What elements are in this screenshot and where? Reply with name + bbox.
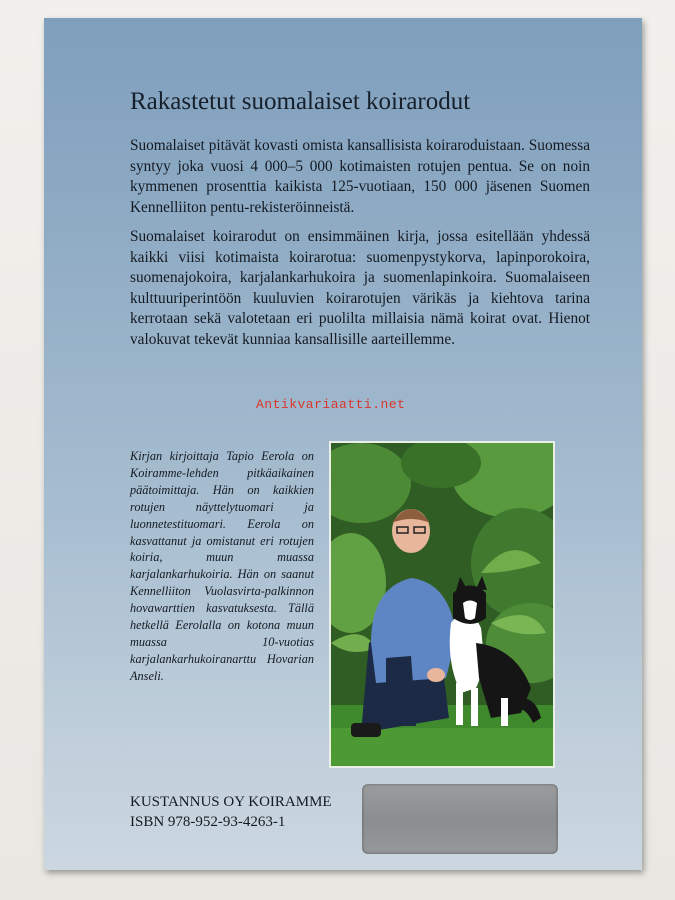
intro-paragraph-2: Suomalaiset koirarodut on ensimmäinen kirja, jossa esitellään yhdessä kaikki viisi kotimaista koirarotua: suomenpystykorva, lapinporokoira, suomenajokoira, karjalankarhukoira ja suomenlapinkoira. Suomalaiseen kulttuuriperintöön kuuluvien koirarotujen värikäs ja kiehtova tarina kerrotaan sekä valotetaan eri puolilta millaisia nämä koirat ovat. Hienot valokuvat tekevät kunniaa kansallisille aarteillemme.: [130, 228, 590, 348]
price-sticker: [362, 784, 558, 854]
isbn: ISBN 978-952-93-4263-1: [130, 814, 286, 830]
intro-text: [130, 136, 590, 359]
author-bio: Kirjan kirjoittaja Tapio Eerola on Koiramme-lehden pitkäaikainen päätoimittaja. Hän on kaikkien rotujen näyttelytuomari ja luonnetestituomari. Eerola on kasvattanut ja omistanut eri rotujen koiria, muun muassa karjalankarhukoiria. Hän on saanut Kennelliiton Vuolasvirta-palkinnon hovawarttien kasvatuksesta. Tällä hetkellä Eerolalla on kotona muun muassa 10-vuotias karjalankarhukoiranarttu Hovarian Anseli.: [130, 449, 314, 683]
book-title: Rakastetut suomalaiset koirarodut: [130, 88, 471, 115]
seller-watermark: Antikvariaatti.net: [256, 397, 406, 412]
author-photo: [329, 441, 555, 768]
book-back-cover: [44, 18, 642, 870]
author-with-dog-illustration: [331, 443, 553, 766]
publisher-name: KUSTANNUS OY KOIRAMME: [130, 794, 332, 810]
publisher-info: [130, 792, 332, 832]
intro-paragraph-1: Suomalaiset pitävät kovasti omista kansallisista koiraroduistaan. Suomessa syntyy joka vuosi 4 000–5 000 kotimaisten rotujen pentua. Se on noin kymmenen prosenttia kaikista 125-vuotiaan, 150 000 jäsenen Suomen Kennelliiton pentu-rekisteröinneistä.: [130, 137, 590, 216]
